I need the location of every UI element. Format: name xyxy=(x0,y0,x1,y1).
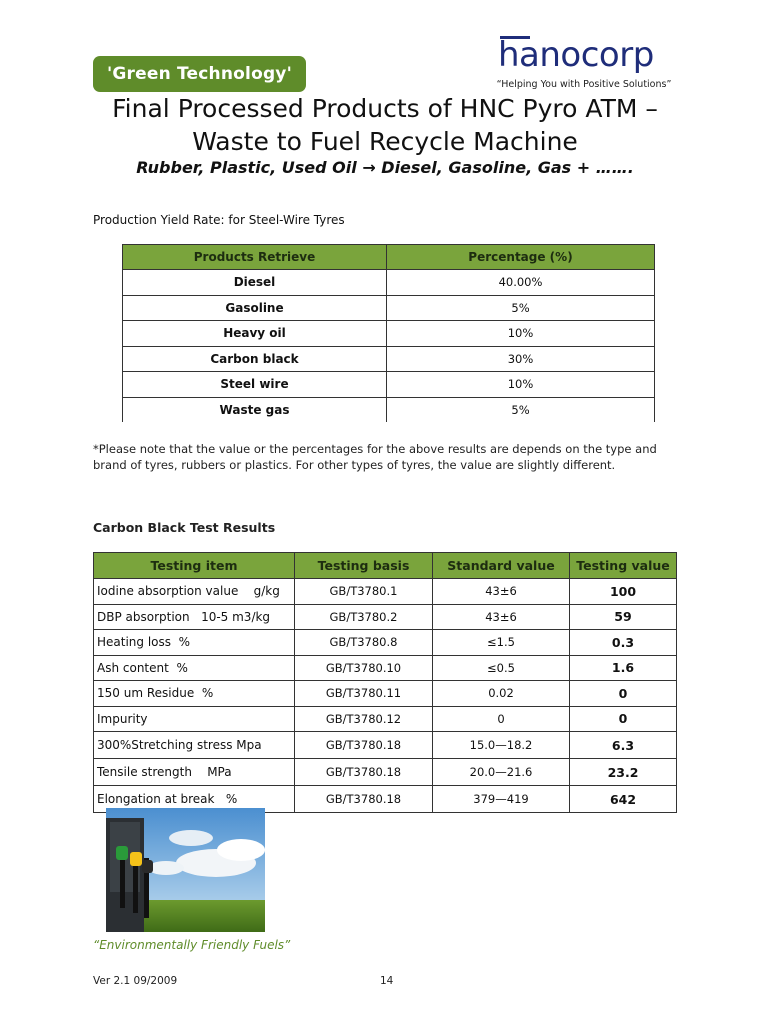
testing-item: Elongation at break % xyxy=(94,786,295,813)
table-row xyxy=(123,270,655,296)
product-name: Carbon black xyxy=(123,346,387,372)
testing-item: Ash content % xyxy=(94,655,295,681)
photo-caption: “Environmentally Friendly Fuels” xyxy=(93,938,291,952)
yield-table-header xyxy=(123,245,655,270)
testing-item: Impurity xyxy=(94,706,295,732)
yield-header-product: Products Retrieve xyxy=(123,245,387,270)
yield-table xyxy=(122,244,655,422)
table-row xyxy=(123,397,655,422)
footer-page-number: 14 xyxy=(380,975,394,987)
product-name: Heavy oil xyxy=(123,321,387,347)
header-testing-value: Testing value xyxy=(570,553,677,579)
table-row xyxy=(123,295,655,321)
product-percentage: 5% xyxy=(387,397,655,422)
svg-text:hanocorp: hanocorp xyxy=(498,35,654,75)
carbon-black-table-header xyxy=(94,553,677,579)
testing-value: 23.2 xyxy=(570,759,677,786)
testing-basis: GB/T3780.11 xyxy=(295,681,433,707)
testing-basis: GB/T3780.2 xyxy=(295,604,433,630)
yield-label: Production Yield Rate: for Steel-Wire Tyres xyxy=(93,213,345,227)
standard-value: ≤1.5 xyxy=(433,630,570,656)
testing-item: DBP absorption 10-5 m3/kg xyxy=(94,604,295,630)
table-row xyxy=(123,321,655,347)
table-row xyxy=(94,759,677,786)
header-testing-item: Testing item xyxy=(94,553,295,579)
testing-basis: GB/T3780.1 xyxy=(295,579,433,605)
fuel-pump-photo xyxy=(106,808,265,932)
carbon-black-heading: Carbon Black Test Results xyxy=(93,520,276,535)
product-name: Gasoline xyxy=(123,295,387,321)
table-row xyxy=(94,579,677,605)
page-subtitle: Rubber, Plastic, Used Oil → Diesel, Gasoline, Gas + ……. xyxy=(136,158,634,177)
testing-value: 642 xyxy=(570,786,677,813)
header-standard-value: Standard value xyxy=(433,553,570,579)
product-percentage: 40.00% xyxy=(387,270,655,296)
testing-value: 0 xyxy=(570,681,677,707)
title-line-2: Waste to Fuel Recycle Machine xyxy=(192,127,578,156)
title-line-1: Final Processed Products of HNC Pyro ATM – xyxy=(112,94,658,123)
testing-value: 6.3 xyxy=(570,732,677,759)
standard-value: ≤0.5 xyxy=(433,655,570,681)
table-row xyxy=(123,372,655,398)
header-testing-basis: Testing basis xyxy=(295,553,433,579)
testing-basis: GB/T3780.18 xyxy=(295,786,433,813)
testing-basis: GB/T3780.10 xyxy=(295,655,433,681)
testing-item: 150 um Residue % xyxy=(94,681,295,707)
tagline: “Helping You with Positive Solutions” xyxy=(496,79,672,90)
testing-basis: GB/T3780.18 xyxy=(295,732,433,759)
table-row xyxy=(94,681,677,707)
testing-value: 0.3 xyxy=(570,630,677,656)
testing-item: Iodine absorption value g/kg xyxy=(94,579,295,605)
testing-item: Tensile strength MPa xyxy=(94,759,295,786)
product-percentage: 5% xyxy=(387,295,655,321)
standard-value: 0 xyxy=(433,706,570,732)
product-name: Diesel xyxy=(123,270,387,296)
product-percentage: 30% xyxy=(387,346,655,372)
table-row xyxy=(123,346,655,372)
standard-value: 43±6 xyxy=(433,604,570,630)
testing-value: 1.6 xyxy=(570,655,677,681)
testing-item: Heating loss % xyxy=(94,630,295,656)
product-name: Steel wire xyxy=(123,372,387,398)
standard-value: 15.0—18.2 xyxy=(433,732,570,759)
product-percentage: 10% xyxy=(387,372,655,398)
table-row xyxy=(94,655,677,681)
standard-value: 0.02 xyxy=(433,681,570,707)
standard-value: 43±6 xyxy=(433,579,570,605)
green-technology-badge: 'Green Technology' xyxy=(93,56,306,92)
hanocorp-logo xyxy=(498,30,660,76)
table-row xyxy=(94,604,677,630)
disclaimer-note: *Please note that the value or the percentages for the above results are depends on the type and brand of tyres, rubbers or plastics. For other types of tyres, the value are slightly different. xyxy=(93,442,657,472)
testing-item: 300%Stretching stress Mpa xyxy=(94,732,295,759)
testing-value: 100 xyxy=(570,579,677,605)
table-row xyxy=(94,706,677,732)
table-row xyxy=(94,630,677,656)
yield-header-percentage: Percentage (%) xyxy=(387,245,655,270)
standard-value: 20.0—21.6 xyxy=(433,759,570,786)
footer-version: Ver 2.1 09/2009 xyxy=(93,975,178,987)
product-name: Waste gas xyxy=(123,397,387,422)
standard-value: 379—419 xyxy=(433,786,570,813)
product-percentage: 10% xyxy=(387,321,655,347)
table-row xyxy=(94,732,677,759)
testing-basis: GB/T3780.12 xyxy=(295,706,433,732)
testing-value: 59 xyxy=(570,604,677,630)
testing-value: 0 xyxy=(570,706,677,732)
page-title xyxy=(60,92,710,158)
testing-basis: GB/T3780.8 xyxy=(295,630,433,656)
testing-basis: GB/T3780.18 xyxy=(295,759,433,786)
carbon-black-table xyxy=(93,552,677,813)
